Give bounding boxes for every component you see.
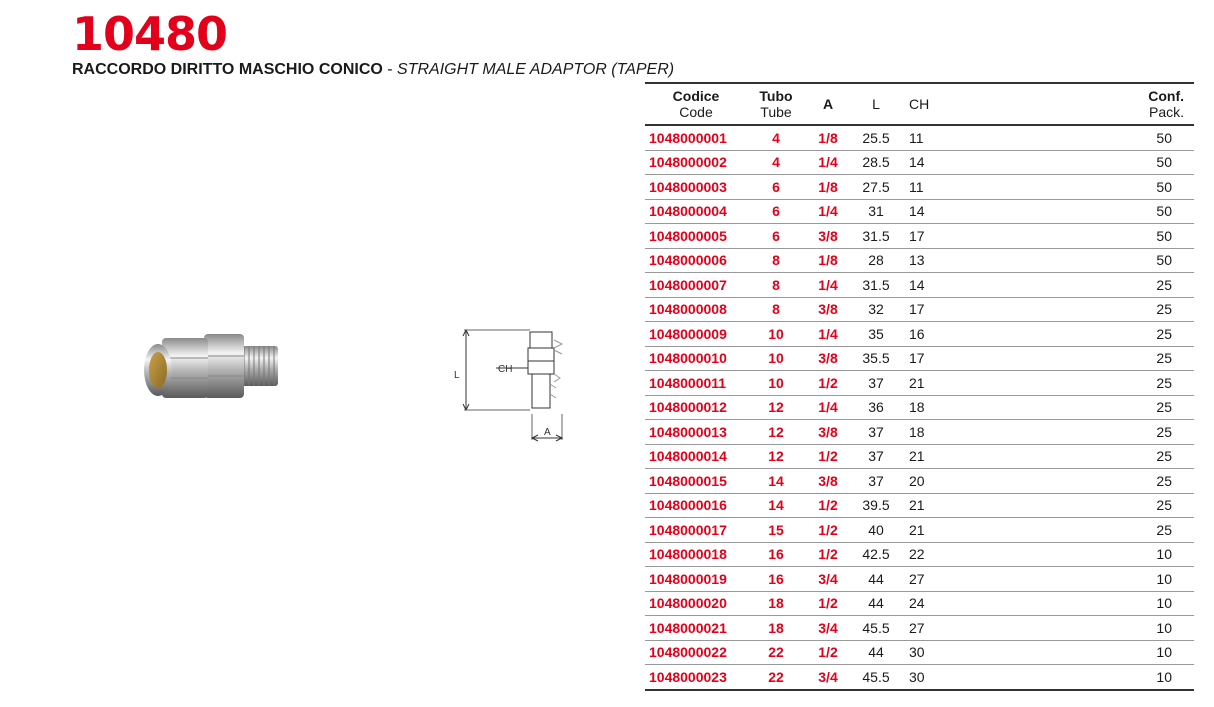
cell-l: 42.5: [851, 542, 901, 567]
header-ch: CH: [909, 96, 930, 112]
cell-a: 1/2: [805, 591, 851, 616]
title-english: STRAIGHT MALE ADAPTOR (TAPER): [397, 61, 675, 78]
cell-code: 1048000006: [645, 248, 747, 273]
cell-pack: 25: [951, 420, 1194, 445]
cell-a: 1/4: [805, 395, 851, 420]
cell-tube: 14: [747, 493, 805, 518]
cell-code: 1048000005: [645, 224, 747, 249]
cell-l: 44: [851, 640, 901, 665]
cell-l: 27.5: [851, 175, 901, 200]
cell-a: 1/2: [805, 371, 851, 396]
cell-tube: 4: [747, 150, 805, 175]
cell-tube: 16: [747, 567, 805, 592]
cell-pack: 25: [951, 395, 1194, 420]
cell-l: 45.5: [851, 665, 901, 690]
title-italian: RACCORDO DIRITTO MASCHIO CONICO: [72, 61, 383, 78]
cell-a: 1/2: [805, 542, 851, 567]
cell-a: 3/4: [805, 665, 851, 690]
cell-a: 1/2: [805, 518, 851, 543]
cell-code: 1048000010: [645, 346, 747, 371]
table-row: [645, 395, 1194, 420]
cell-a: 1/8: [805, 248, 851, 273]
cell-pack: 50: [951, 224, 1194, 249]
cell-tube: 8: [747, 297, 805, 322]
cell-code: 1048000001: [649, 129, 727, 146]
cell-ch: 18: [901, 395, 951, 420]
technical-drawing-icon: [452, 322, 582, 452]
cell-l: 31: [851, 199, 901, 224]
cell-tube: 18: [747, 616, 805, 641]
cell-code: 1048000021: [645, 616, 747, 641]
cell-l: 40: [851, 518, 901, 543]
cell-l: 28: [851, 248, 901, 273]
cell-pack: 50: [951, 199, 1194, 224]
table-row: [645, 542, 1194, 567]
cell-ch: 20: [901, 469, 951, 494]
cell-code: 1048000017: [645, 518, 747, 543]
table-row: [645, 125, 1194, 150]
cell-l: 37: [851, 420, 901, 445]
drawing-label-l: L: [454, 370, 460, 381]
cell-a: 1/4: [805, 199, 851, 224]
cell-a: 3/8: [805, 420, 851, 445]
cell-code: 1048000013: [645, 420, 747, 445]
cell-ch: 30: [901, 665, 951, 690]
cell-a: 3/8: [805, 469, 851, 494]
cell-pack: 25: [951, 493, 1194, 518]
table-row: [645, 371, 1194, 396]
cell-l: 31.5: [851, 224, 901, 249]
cell-code: 1048000015: [645, 469, 747, 494]
cell-pack: 25: [951, 346, 1194, 371]
cell-ch: 11: [901, 175, 951, 200]
cell-pack: 50: [951, 175, 1194, 200]
table-row: [645, 322, 1194, 347]
cell-pack: 10: [951, 665, 1194, 690]
cell-code: 1048000003: [645, 175, 747, 200]
cell-tube: 12: [747, 395, 805, 420]
cell-code: 1048000007: [645, 273, 747, 298]
table-row: [645, 420, 1194, 445]
cell-tube: 6: [747, 224, 805, 249]
cell-a: 1/8: [818, 129, 838, 146]
cell-code: 1048000023: [645, 665, 747, 690]
cell-ch: 27: [901, 567, 951, 592]
spec-table: [645, 82, 1194, 691]
table-row: [645, 640, 1194, 665]
header-tube: Tubo Tube: [759, 88, 793, 120]
cell-pack: 25: [951, 444, 1194, 469]
cell-tube: 12: [747, 420, 805, 445]
cell-code: 1048000011: [645, 371, 747, 396]
cell-l: 45.5: [851, 616, 901, 641]
table-row: [645, 444, 1194, 469]
cell-a: 1/2: [805, 493, 851, 518]
cell-ch: 30: [901, 640, 951, 665]
cell-tube: 16: [747, 542, 805, 567]
cell-code: 1048000022: [645, 640, 747, 665]
table-row: [645, 150, 1194, 175]
cell-l: 25.5: [862, 129, 890, 146]
cell-pack: 25: [951, 469, 1194, 494]
cell-pack: 50: [1156, 129, 1172, 146]
fitting-photo-icon: [132, 318, 292, 423]
cell-tube: 10: [747, 346, 805, 371]
cell-code: 1048000019: [645, 567, 747, 592]
cell-pack: 25: [951, 273, 1194, 298]
cell-ch: 21: [901, 371, 951, 396]
cell-tube: 22: [747, 640, 805, 665]
cell-tube: 12: [747, 444, 805, 469]
table-header-row: [645, 83, 1194, 125]
cell-code: 1048000009: [645, 322, 747, 347]
cell-a: 1/8: [805, 175, 851, 200]
header-l: L: [872, 96, 880, 112]
header-pack: Conf. Pack.: [1148, 88, 1184, 120]
cell-a: 1/2: [805, 444, 851, 469]
table-row: [645, 346, 1194, 371]
cell-l: 44: [851, 567, 901, 592]
table-row: [645, 665, 1194, 690]
table-row: [645, 518, 1194, 543]
cell-l: 39.5: [851, 493, 901, 518]
cell-ch: 17: [901, 224, 951, 249]
cell-pack: 10: [951, 640, 1194, 665]
cell-tube: 8: [747, 248, 805, 273]
table-row: [645, 248, 1194, 273]
cell-pack: 25: [951, 297, 1194, 322]
table-row: [645, 469, 1194, 494]
cell-a: 3/8: [805, 224, 851, 249]
table-row: [645, 273, 1194, 298]
cell-pack: 25: [951, 322, 1194, 347]
table-row: [645, 493, 1194, 518]
cell-l: 32: [851, 297, 901, 322]
cell-a: 1/4: [805, 273, 851, 298]
cell-l: 35: [851, 322, 901, 347]
cell-l: 37: [851, 444, 901, 469]
table-row: [645, 199, 1194, 224]
cell-ch: 17: [901, 346, 951, 371]
drawing-label-ch: CH: [498, 364, 513, 375]
cell-ch: 21: [901, 518, 951, 543]
cell-tube: 6: [747, 199, 805, 224]
table-row: [645, 224, 1194, 249]
cell-l: 31.5: [851, 273, 901, 298]
cell-tube: 6: [747, 175, 805, 200]
cell-pack: 10: [951, 542, 1194, 567]
cell-ch: 14: [901, 273, 951, 298]
table-row: [645, 616, 1194, 641]
cell-code: 1048000016: [645, 493, 747, 518]
cell-ch: 21: [901, 493, 951, 518]
cell-ch: 14: [901, 199, 951, 224]
cell-pack: 25: [951, 518, 1194, 543]
cell-tube: 10: [747, 371, 805, 396]
cell-l: 37: [851, 469, 901, 494]
title-separator: -: [382, 61, 398, 78]
cell-tube: 18: [747, 591, 805, 616]
cell-ch: 18: [901, 420, 951, 445]
table-row: [645, 591, 1194, 616]
product-code-title: 10480: [72, 7, 228, 61]
cell-pack: 50: [951, 150, 1194, 175]
drawing-label-a: A: [544, 427, 551, 438]
cell-a: 1/4: [805, 322, 851, 347]
cell-a: 3/8: [805, 297, 851, 322]
cell-code: 1048000018: [645, 542, 747, 567]
cell-pack: 10: [951, 616, 1194, 641]
table-row: [645, 567, 1194, 592]
cell-tube: 15: [747, 518, 805, 543]
cell-ch: 17: [901, 297, 951, 322]
cell-ch: 11: [909, 129, 924, 146]
cell-a: 3/4: [805, 616, 851, 641]
header-code: Codice Code: [672, 88, 720, 120]
cell-code: 1048000014: [645, 444, 747, 469]
cell-l: 35.5: [851, 346, 901, 371]
cell-code: 1048000004: [645, 199, 747, 224]
cell-tube: 8: [747, 273, 805, 298]
header-a: A: [822, 96, 834, 112]
cell-code: 1048000020: [645, 591, 747, 616]
cell-ch: 16: [901, 322, 951, 347]
cell-a: 3/8: [805, 346, 851, 371]
cell-l: 28.5: [851, 150, 901, 175]
cell-l: 44: [851, 591, 901, 616]
cell-a: 1/2: [805, 640, 851, 665]
table-row: [645, 297, 1194, 322]
product-subtitle: [72, 60, 674, 80]
cell-pack: 10: [951, 591, 1194, 616]
cell-pack: 10: [951, 567, 1194, 592]
cell-code: 1048000002: [645, 150, 747, 175]
cell-tube: 14: [747, 469, 805, 494]
cell-ch: 13: [901, 248, 951, 273]
table-row: [645, 175, 1194, 200]
cell-ch: 21: [901, 444, 951, 469]
cell-ch: 14: [901, 150, 951, 175]
cell-code: 1048000008: [645, 297, 747, 322]
cell-ch: 22: [901, 542, 951, 567]
cell-ch: 24: [901, 591, 951, 616]
cell-tube: 22: [747, 665, 805, 690]
cell-a: 3/4: [805, 567, 851, 592]
cell-a: 1/4: [805, 150, 851, 175]
cell-tube: 4: [772, 129, 780, 146]
cell-pack: 50: [951, 248, 1194, 273]
cell-pack: 25: [951, 371, 1194, 396]
cell-l: 36: [851, 395, 901, 420]
cell-tube: 10: [747, 322, 805, 347]
cell-l: 37: [851, 371, 901, 396]
cell-code: 1048000012: [645, 395, 747, 420]
cell-ch: 27: [901, 616, 951, 641]
